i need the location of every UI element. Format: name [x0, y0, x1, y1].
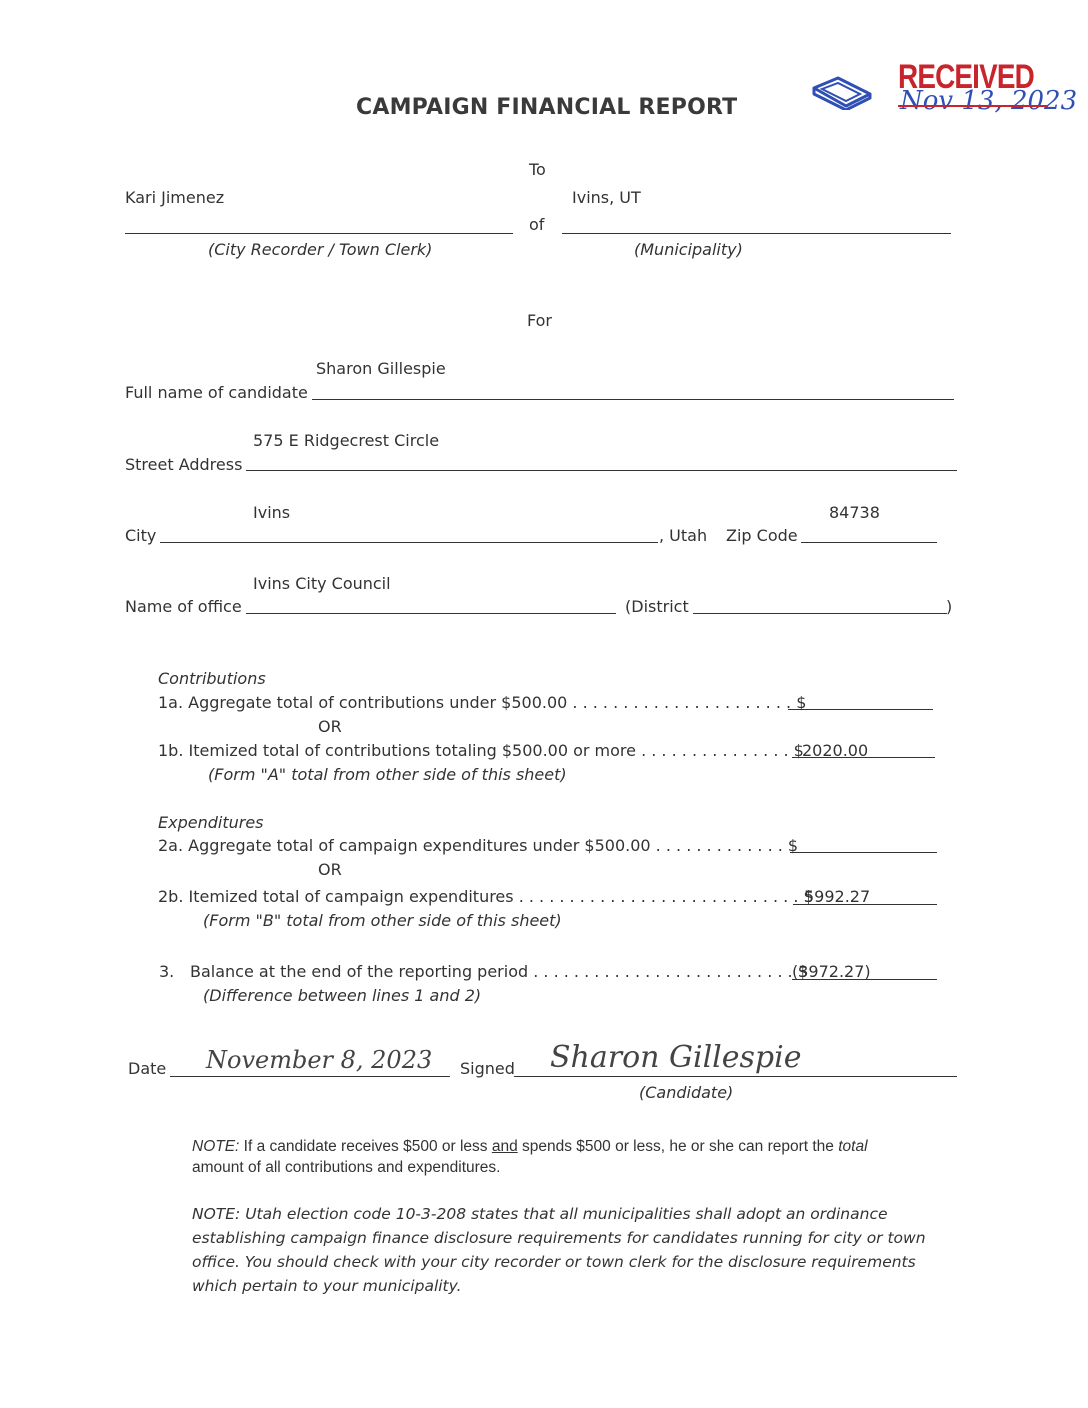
to-label: To	[529, 160, 546, 179]
line-2a: 2a. Aggregate total of campaign expenditures under $500.00 . . . . . . . . . . . . . $	[158, 836, 799, 855]
line-1a: 1a. Aggregate total of contributions under $500.00 . . . . . . . . . . . . . . . . . . . . . . $	[158, 693, 807, 712]
signature-value: Sharon Gillespie	[550, 1040, 802, 1075]
note-1b: (Form "A" total from other side of this sheet)	[208, 765, 567, 784]
candidate-caption: (Candidate)	[639, 1083, 734, 1102]
note-2b: (Form "B" total from other side of this sheet)	[203, 911, 562, 930]
line-1b: 1b. Itemized total of contributions totaling $500.00 or more . . . . . . . . . . . . . . . $	[158, 741, 804, 760]
district-line	[693, 613, 947, 614]
note-2-line-4: which pertain to your municipality.	[192, 1277, 462, 1295]
note-1-text-a: If a candidate receives $500 or less	[239, 1138, 492, 1155]
line-2b-blank	[793, 904, 937, 905]
line-3-blank	[792, 979, 937, 980]
office-value: Ivins City Council	[253, 574, 391, 593]
city-value: Ivins	[253, 503, 291, 522]
note-1-line-2: amount of all contributions and expenditures.	[192, 1159, 501, 1176]
contributions-heading: Contributions	[158, 669, 266, 688]
office-label: Name of office	[125, 597, 242, 616]
expenditures-heading: Expenditures	[158, 813, 264, 832]
municipality-value: Ivins, UT	[572, 188, 641, 207]
municipality-caption: (Municipality)	[634, 240, 743, 259]
zip-label: Zip Code	[726, 526, 798, 545]
for-label: For	[527, 311, 552, 330]
signed-label: Signed	[460, 1059, 515, 1078]
line-1a-blank	[788, 709, 933, 710]
city-label: City	[125, 526, 157, 545]
zip-value: 84738	[829, 503, 880, 522]
state-label: , Utah	[659, 526, 708, 545]
office-line	[246, 613, 616, 614]
candidate-name-label: Full name of candidate	[125, 383, 308, 402]
line-1b-blank	[792, 757, 935, 758]
value-2b: 5992.27	[804, 887, 871, 906]
note-2-line-3: office. You should check with your city recorder or town clerk for the disclosure requirements	[192, 1253, 916, 1271]
note-1-total: total	[838, 1138, 868, 1155]
or-1: OR	[318, 717, 342, 736]
candidate-name-value: Sharon Gillespie	[316, 359, 446, 378]
address-label: Street Address	[125, 455, 243, 474]
line-2a-blank	[790, 852, 937, 853]
district-close: )	[946, 597, 953, 616]
address-value: 575 E Ridgecrest Circle	[253, 431, 440, 450]
address-line	[246, 470, 957, 471]
page-title: CAMPAIGN FINANCIAL REPORT	[356, 95, 738, 120]
note-1-text-b: spends $500 or less, he or she can report the	[517, 1138, 839, 1155]
city-line	[160, 542, 658, 543]
of-label: of	[529, 215, 545, 234]
note-2-line-2: establishing campaign finance disclosure requirements for candidates running for city or town	[192, 1229, 926, 1247]
date-line	[170, 1076, 450, 1077]
zip-line	[801, 542, 937, 543]
note-1-and: and	[491, 1138, 518, 1155]
line-3: Balance at the end of the reporting period . . . . . . . . . . . . . . . . . . . . . . . . . . $	[190, 962, 808, 981]
line-2b: 2b. Itemized total of campaign expenditures . . . . . . . . . . . . . . . . . . . . . . . . . . . . $	[158, 887, 814, 906]
stamp-underline	[898, 105, 1048, 107]
recorder-value: Kari Jimenez	[125, 188, 225, 207]
note-2-line-1: NOTE: Utah election code 10-3-208 states that all municipalities shall adopt an ordinance	[192, 1205, 888, 1223]
line-3-number: 3.	[159, 962, 175, 981]
signature-line	[514, 1076, 957, 1077]
received-date: Nov 13, 2023	[900, 86, 1078, 116]
district-label: (District	[625, 597, 689, 616]
or-2: OR	[318, 860, 342, 879]
recorder-line	[125, 233, 513, 234]
inbox-tray-icon	[810, 74, 874, 115]
date-value: November 8, 2023	[206, 1046, 433, 1074]
date-label: Date	[128, 1059, 167, 1078]
note-3: (Difference between lines 1 and 2)	[203, 986, 482, 1005]
candidate-name-line	[312, 399, 954, 400]
municipality-line	[562, 233, 951, 234]
value-3: (3972.27)	[792, 962, 871, 981]
note-1-prefix: NOTE:	[192, 1138, 240, 1155]
value-1b: 2020.00	[802, 741, 869, 760]
recorder-caption: (City Recorder / Town Clerk)	[208, 240, 433, 259]
note-1-line-1	[192, 1138, 868, 1156]
received-stamp: RECEIVED	[898, 58, 1034, 96]
